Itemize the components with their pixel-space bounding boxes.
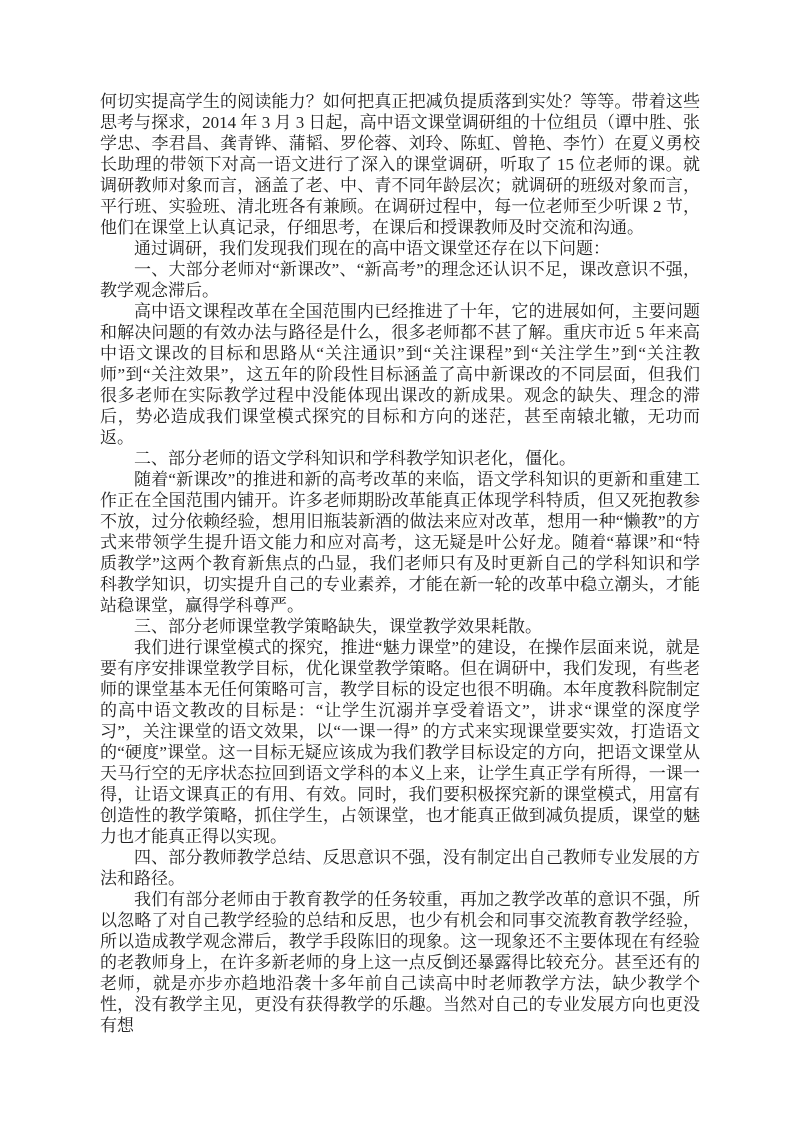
paragraph-issue-2-heading: 二、部分老师的语文学科知识和学科教学知识老化，僵化。 [134, 449, 576, 468]
paragraph-issue-2-body: 随着“新课改”的推进和新的高考改革的来临，语文学科知识的更新和重建工作正在全国范围内铺开。许多老师期盼改革能真正体现学科特质，但又死抱教参不放，过分依赖经验，想用旧瓶装新酒的做法来应对改革，想用一种“懒教”的方式来带领学生提升语文能力和应对高考，这无疑是叶公好龙。随着“幕课”和“特质教学”这两个教育新焦点的凸显，我们老师只有及时更新自己的学科知识和学科教学知识，切实提升自己的专业素养，才能在新一轮的改革中稳立潮头，才能站稳课堂，赢得学科尊严。 [100, 470, 700, 615]
paragraph-issue-3-heading: 三、部分老师课堂教学策略缺失，课堂教学效果耗散。 [134, 617, 542, 636]
paragraph-issue-1-body: 高中语文课程改革在全国范围内已经推进了十年，它的进展如何，主要问题和解决问题的有效办法与路径是什么，很多老师都不甚了解。重庆市近 5 年来高中语文课改的目标和思路从“关注通识”到“关注课程”到“关注学生”到“关注教师”到“关注效果”，这五年的阶段性目标涵盖了高中新课改的不同层面，但我们很多老师在实际教学过程中没能体现出课改的新成果。观念的缺失、理念的滞后，势必造成我们课堂模式探究的目标和方向的迷茫，甚至南辕北辙，无功而返。 [100, 302, 700, 447]
paragraph-issue-1-heading: 一、大部分老师对“新课改”、“新高考”的理念还认识不足，课改意识不强，教学观念滞后。 [100, 260, 700, 300]
paragraph-issue-4-body: 我们有部分老师由于教育教学的任务较重，再加之教学改革的意识不强，所以忽略了对自己教学经验的总结和反思，也少有机会和同事交流教育教学经验，所以造成教学观念滞后，教学手段陈旧的现象。这一现象还不主要体现在有经验的老教师身上，在许多新老师的身上这一点反倒还暴露得比较充分。甚至还有的老师，就是亦步亦趋地沿袭十多年前自己读高中时老师教学方法，缺少教学个性，没有教学主见，更没有获得教学的乐趣。当然对自己的专业发展方向也更没有想 [100, 890, 700, 1035]
paragraph-intro-continuation: 何切实提高学生的阅读能力？如何把真正把减负提质落到实处？等等。带着这些思考与探求，2014 年 3 月 3 日起，高中语文课堂调研组的十位组员（谭中胜、张学忠、李君昌、龚青铧、蒲韬、罗伦蓉、刘玲、陈虹、曾艳、李竹）在夏义勇校长助理的带领下对高一语文进行了深入的课堂调研，听取了 15 位老师的课。就调研教师对象而言，涵盖了老、中、青不同年龄层次；就调研的班级对象而言，平行班、实验班、清北班各有兼顾。在调研过程中，每一位老师至少听课 2 节，他们在课堂上认真记录，仔细思考，在课后和授课教师及时交流和沟通。 [100, 92, 700, 237]
paragraph-issue-3-body: 我们进行课堂模式的探究，推进“魅力课堂”的建设，在操作层面来说，就是要有序安排课堂教学目标，优化课堂教学策略。但在调研中，我们发现，有些老师的课堂基本无任何策略可言，教学目标的设定也很不明确。本年度教科院制定的高中语文教改的目标是：“让学生沉溺并享受着语文”，讲求“课堂的深度学习”，关注课堂的语文效果，以“一课一得” 的方式来实现课堂要实效，打造语文的“硬度”课堂。这一目标无疑应该成为我们教学目标设定的方向，把语文课堂从天马行空的无序状态拉回到语文学科的本义上来，让学生真正学有所得，一课一得，让语文课真正的有用、有效。同时，我们要积极探究新的课堂模式，用富有创造性的教学策略，抓住学生，占领课堂，也才能真正做到减负提质，课堂的魅力也才能真正得以实现。 [100, 638, 700, 846]
paragraph-issue-4-heading: 四、部分教师教学总结、反思意识不强，没有制定出自己教师专业发展的方法和路径。 [100, 848, 700, 888]
paragraph-findings-lead: 通过调研，我们发现我们现在的高中语文课堂还存在以下问题： [134, 239, 610, 258]
document-text-block [100, 91, 700, 1036]
